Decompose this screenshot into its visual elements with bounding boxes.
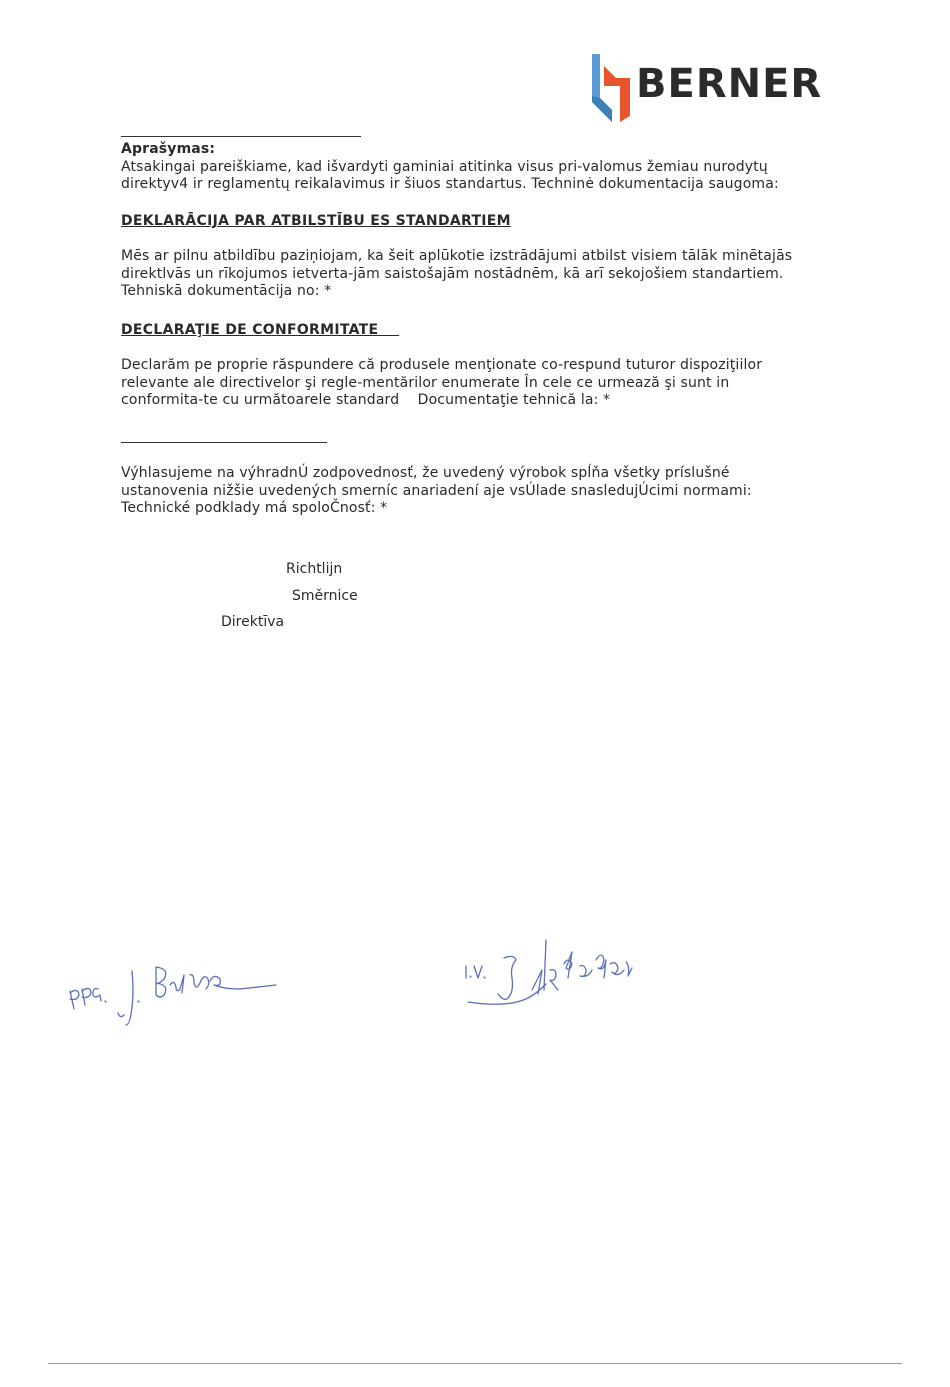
section-ro-line: relevante ale directivelor şi regle-mentărilor enumerate În cele ce urmează şi sunt in: [121, 374, 730, 391]
brand-name: BERNER: [636, 61, 823, 107]
section-lt-line: direktyv4 ir reglamentų reikalavimus ir šiuos standartus. Techninė dokumentacija saugoma:: [121, 176, 779, 192]
section-sk-line: Technické podklady má spoloČnosť: *: [121, 500, 388, 516]
section-ro: [121, 357, 841, 410]
section-ro-line: Declarăm pe proprie răspundere că produsele menţionate co-respund tuturor dispoziţiilor: [121, 357, 763, 373]
label-richtlijn: Richtlijn: [286, 561, 343, 577]
section-lv-line: direktlvās un rīkojumos ietverta-jām saistošajām nostādnēm, kā arī sekojošiem standartiem.: [121, 265, 784, 282]
signature-left: [60, 945, 290, 1035]
berner-logo-icon: [590, 52, 636, 124]
section-sk-line: ustanovenia nižšie uvedených smerníc anariadení aje vsÚlade snasledujÚcimi normami:: [121, 482, 752, 499]
label-direktiva: Direktīva: [221, 614, 285, 630]
section-ro-line: conformita-te cu următoarele standard Documentaţie tehnică la: *: [121, 392, 611, 408]
section-lv-title: DEKLARĀCIJA PAR ATBILSTĪBU ES STANDARTIEM: [121, 213, 511, 229]
section-lt: [121, 141, 841, 194]
section-ro-title-underline-pad: [378, 322, 399, 338]
section-lv-line: Mēs ar pilnu atbildību paziņiojam, ka šeit aplūkotie izstrādājumi atbilst visiem tālāk minētajās: [121, 248, 793, 264]
section-sk-rule: [121, 442, 327, 443]
top-rule: [121, 136, 361, 137]
section-lt-line: Atsakingai pareiškiame, kad išvardyti gaminiai atitinka visus pri-valomus žemiau nurodytų: [121, 158, 768, 175]
section-sk-line: Výhlasujeme na výhradnÚ zodpovednosť, že uvedený výrobok spĺňa všetky príslušné: [121, 465, 730, 481]
section-lv: [121, 248, 841, 301]
section-lt-title: Aprašymas:: [121, 141, 216, 157]
section-lv-line: Tehniskā dokumentācija no: *: [121, 283, 332, 299]
section-ro-title: [121, 321, 399, 339]
section-ro-title-text: DECLARAŢIE DE CONFORMITATE: [121, 322, 379, 338]
section-sk: [121, 465, 841, 518]
footer-rule: [48, 1363, 902, 1364]
signature-right: [460, 930, 645, 1015]
berner-logo: [590, 52, 860, 124]
label-smernice: Směrnice: [292, 588, 358, 604]
